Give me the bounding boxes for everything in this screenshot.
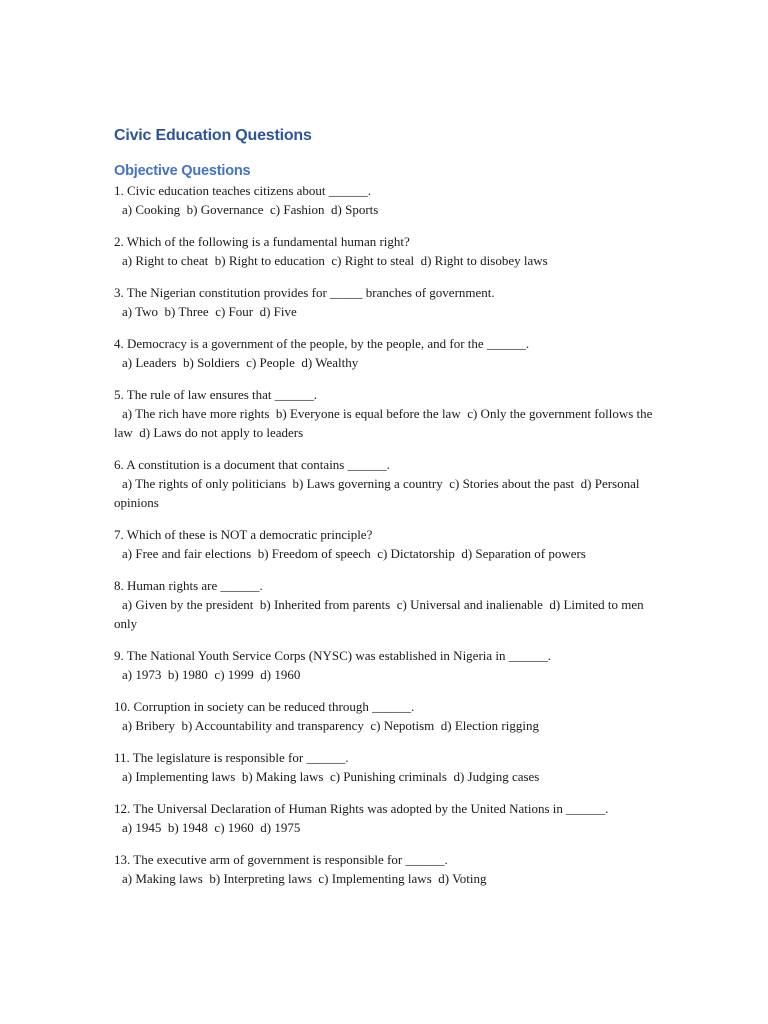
question-options: a) Implementing laws b) Making laws c) Punishing criminals d) Judging cases [122, 769, 540, 784]
question-options: a) Bribery b) Accountability and transparency c) Nepotism d) Election rigging [122, 718, 539, 733]
question-options: a) 1973 b) 1980 c) 1999 d) 1960 [122, 667, 301, 682]
question-text: 12. The Universal Declaration of Human Rights was adopted by the United Nations in ______. [114, 801, 609, 816]
question-text: 2. Which of the following is a fundamental human right? [114, 234, 410, 249]
question-options: a) Right to cheat b) Right to education c) Right to steal d) Right to disobey laws [122, 253, 548, 268]
question-options: a) Free and fair elections b) Freedom of speech c) Dictatorship d) Separation of powers [122, 546, 586, 561]
question-item [114, 576, 664, 633]
question-text: 1. Civic education teaches citizens about ______. [114, 183, 372, 198]
question-options: a) Two b) Three c) Four d) Five [122, 304, 297, 319]
question-item [114, 799, 664, 837]
question-options: a) Cooking b) Governance c) Fashion d) Sports [122, 202, 379, 217]
question-text: 3. The Nigerian constitution provides for _____ branches of government. [114, 285, 495, 300]
question-item [114, 697, 664, 735]
question-text: 4. Democracy is a government of the people, by the people, and for the ______. [114, 336, 530, 351]
question-text: 8. Human rights are ______. [114, 578, 263, 593]
question-item [114, 181, 664, 219]
question-item [114, 748, 664, 786]
question-text: 10. Corruption in society can be reduced through ______. [114, 699, 415, 714]
question-text: 9. The National Youth Service Corps (NYSC) was established in Nigeria in ______. [114, 648, 552, 663]
question-options: a) Leaders b) Soldiers c) People d) Wealthy [122, 355, 359, 370]
document-title: Civic Education Questions [114, 127, 312, 144]
question-text: 13. The executive arm of government is responsible for ______. [114, 852, 448, 867]
question-options: a) 1945 b) 1948 c) 1960 d) 1975 [122, 820, 301, 835]
question-item [114, 850, 664, 888]
question-text: 5. The rule of law ensures that ______. [114, 387, 318, 402]
document-page [114, 124, 664, 901]
question-text: 6. A constitution is a document that contains ______. [114, 457, 390, 472]
question-text: 7. Which of these is NOT a democratic principle? [114, 527, 373, 542]
question-item [114, 525, 664, 563]
question-text: 11. The legislature is responsible for ______. [114, 750, 349, 765]
question-options: a) The rich have more rights b) Everyone is equal before the law c) Only the government follows the law d) Laws do not apply to leaders [114, 406, 656, 440]
question-item [114, 283, 664, 321]
question-item [114, 334, 664, 372]
question-options: a) Given by the president b) Inherited from parents c) Universal and inalienable d) Limited to men only [114, 597, 647, 631]
question-item [114, 232, 664, 270]
question-item [114, 385, 664, 442]
question-item [114, 646, 664, 684]
question-item [114, 455, 664, 512]
question-options: a) The rights of only politicians b) Laws governing a country c) Stories about the past d) Personal opinions [114, 476, 643, 510]
section-title: Objective Questions [114, 163, 251, 179]
question-options: a) Making laws b) Interpreting laws c) Implementing laws d) Voting [122, 871, 487, 886]
question-list [114, 181, 664, 888]
